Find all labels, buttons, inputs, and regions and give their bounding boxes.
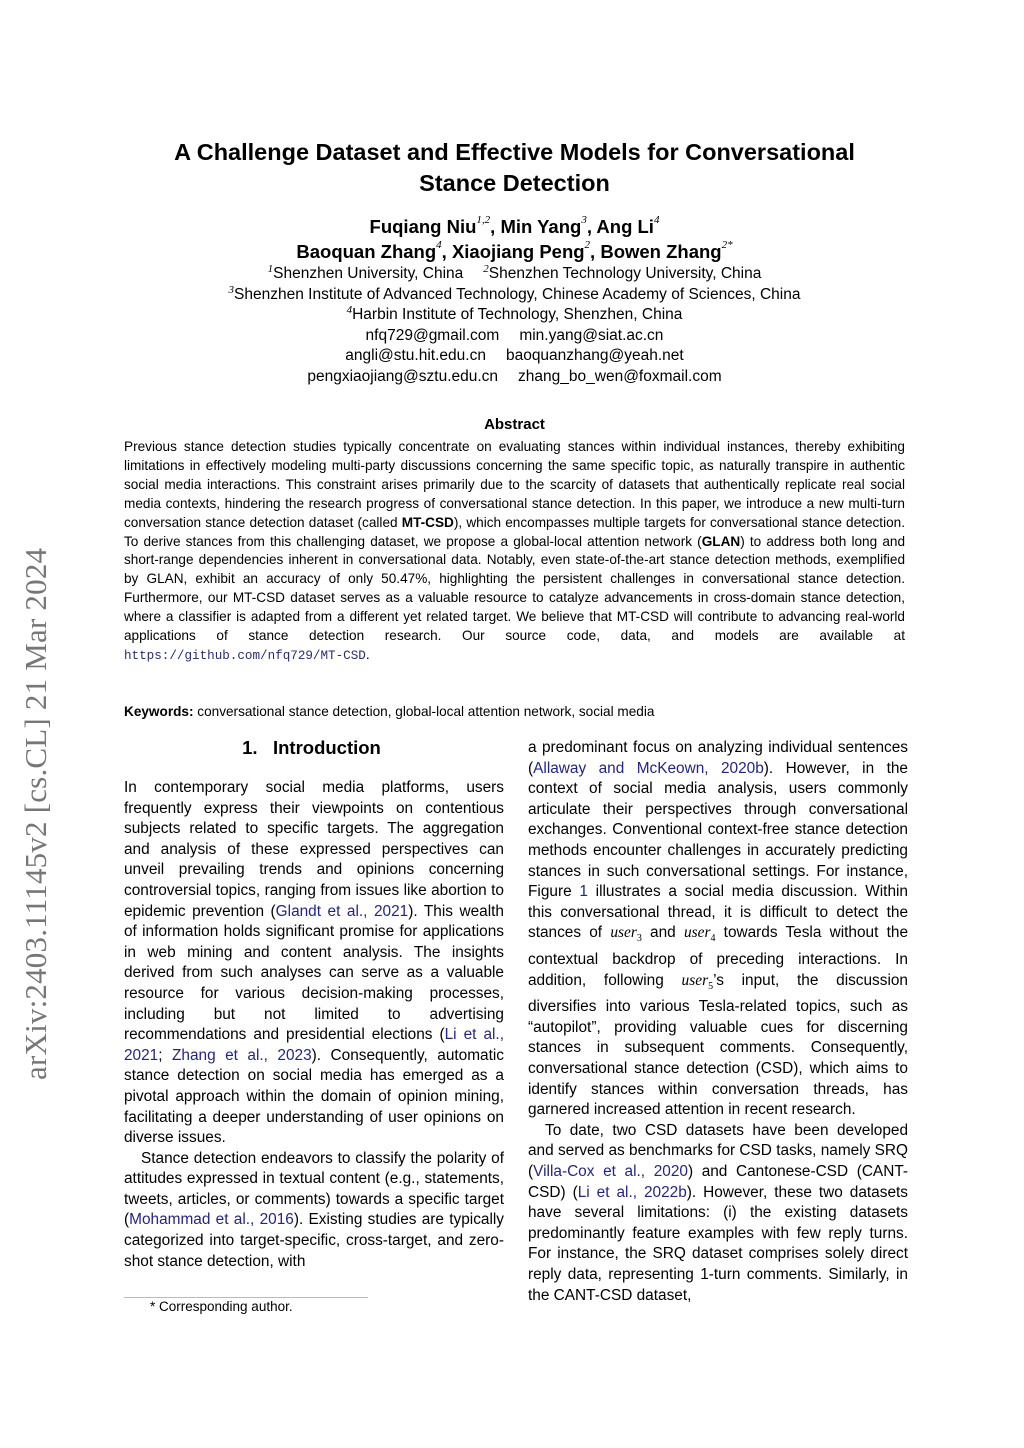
citation-link[interactable]: Li et al., 2021 [124,1026,504,1064]
right-column [528,738,908,1306]
affiliation-line-1: $^1$Shenzhen University, China $^2$Shenzhen Technology University, China [267,263,762,282]
paragraph: In contemporary social media platforms, users frequently express their viewpoints on contentious subjects related to specific targets. The aggregation and analysis of these expressed perspectives can unveil prevailing trends and opinions concerning controversial topics, ranging from issues like abortion to epidemic prevention (Glandt et al., 2021). This wealth of information holds significant promise for applications in web mining and content analysis. The insights derived from such analyses can serve as a valuable resource for various decision-making processes, including but not limited to advertising recommendations and presidential elections (Li et al., 2021; Zhang et al., 2023). Consequently, automatic stance detection on social media has emerged as a pivotal approach within the domain of opinion mining, facilitating a deeper understanding of user opinions on diverse issues. [124,779,504,1147]
footnote: * Corresponding author. [150,1299,293,1314]
citation-link[interactable]: Villa-Cox et al., 2020 [533,1163,688,1181]
authors-line-1: Fuqiang Niu$^{1,2}$, Min Yang$^3$, Ang Li$^4$ [369,214,660,237]
section-heading-introduction: 1. Introduction [242,737,381,758]
code-link[interactable]: https://github.com/nfq729/MT-CSD [124,648,366,663]
email-line-1: nfq729@gmail.com min.yang@siat.ac.cn [365,327,664,344]
citation-link[interactable]: Mohammad et al., 2016 [129,1211,294,1229]
affiliation-line-2: $^3$Shenzhen Institute of Advanced Technology, Chinese Academy of Sciences, China [228,284,801,303]
email-line-3: pengxiaojiang@sztu.edu.cn zhang_bo_wen@foxmail.com [307,368,722,385]
email-line-2: angli@stu.hit.edu.cn baoquanzhang@yeah.net [345,347,684,364]
citation-link[interactable]: Li et al., 2022b [577,1183,687,1201]
paper-title: A Challenge Dataset and Effective Models for Conversational Stance Detection [174,139,855,196]
paragraph: Stance detection endeavors to classify the polarity of attitudes expressed in textual content (e.g., statements, tweets, articles, or comments) towards a specific target (Mohammad et al., 2016). Existing studies are typically categorized into target-specific, cross-target, and zero-shot stance detection, with [124,1149,504,1270]
footnote-rule [124,1297,368,1298]
keywords: Keywords: conversational stance detection, global-local attention network, social media [124,704,655,719]
arxiv-side-label: arXiv:2403.11145v2 [cs.CL] 21 Mar 2024 [18,547,53,1080]
citation-link[interactable]: Zhang et al., 2023 [172,1046,312,1064]
citation-link[interactable]: Allaway and McKeown, 2020b [533,759,764,777]
paragraph: a predominant focus on analyzing individual sentences (Allaway and McKeown, 2020b). However, in the context of social media analysis, users commonly articulate their perspectives through conversational exchanges. Conventional context-free stance detection methods encounter challenges in accurately predicting stances in such conversational settings. For instance, Figure 1 illustrates a social media discussion. Within this conversational thread, it is difficult to detect the stances of user$_3$ and user$_4$ towards Tesla without the contextual backdrop of preceding interactions. In addition, following user$_5$’s input, the discussion diversifies into various Tesla-related topics, such as “autopilot”, providing valuable cues for discerning stances in subsequent comments. Consequently, conversational stance detection (CSD), which aims to identify stances within conversation threads, has garnered increased attention in recent research. [528,739,908,1119]
abstract-heading: Abstract [484,416,545,433]
figure-ref-link[interactable]: 1 [579,883,588,901]
citation-link[interactable]: Glandt et al., 2021 [275,902,409,920]
left-column [124,778,504,1272]
affiliation-line-3: $^4$Harbin Institute of Technology, Shenzhen, China [346,304,683,323]
paragraph: To date, two CSD datasets have been developed and served as benchmarks for CSD tasks, namely SRQ (Villa-Cox et al., 2020) and Cantonese-CSD (CANT-CSD) (Li et al., 2022b). However, these two datasets have several limitations: (i) the existing datasets predominantly feature examples with few reply turns. For instance, the SRQ dataset comprises solely direct reply data, representing 1-turn comments. Similarly, in the CANT-CSD dataset, [528,1121,908,1304]
abstract-body: Previous stance detection studies typically concentrate on evaluating stances within individual instances, thereby exhibiting limitations in effectively modeling multi-party discussions concerning the same specific topic, as naturally transpire in authentic social media interactions. This constraint arises primarily due to the scarcity of datasets that authentically replicate real social media contexts, hindering the research progress of conversational stance detection. In this paper, we introduce a new multi-turn conversation stance detection dataset (called MT-CSD), which encompasses multiple targets for conversational stance detection. To derive stances from this challenging dataset, we propose a global-local attention network (GLAN) to address both long and short-range dependencies inherent in conversational data. Notably, even state-of-the-art stance detection methods, exemplified by GLAN, exhibit an accuracy of only 50.47%, highlighting the persistent challenges in conversational stance detection. Furthermore, our MT-CSD dataset serves as a valuable resource to catalyze advancements in cross-domain stance detection, where a classifier is adapted from a different yet related target. We believe that MT-CSD will contribute to advancing real-world applications of stance detection research. Our source code, data, and models are available at https://github.com/nfq729/MT-CSD. [124,439,906,663]
authors-line-2: Baoquan Zhang$^4$, Xiaojiang Peng$^2$, Bowen Zhang$^{2*}$ [296,239,733,262]
